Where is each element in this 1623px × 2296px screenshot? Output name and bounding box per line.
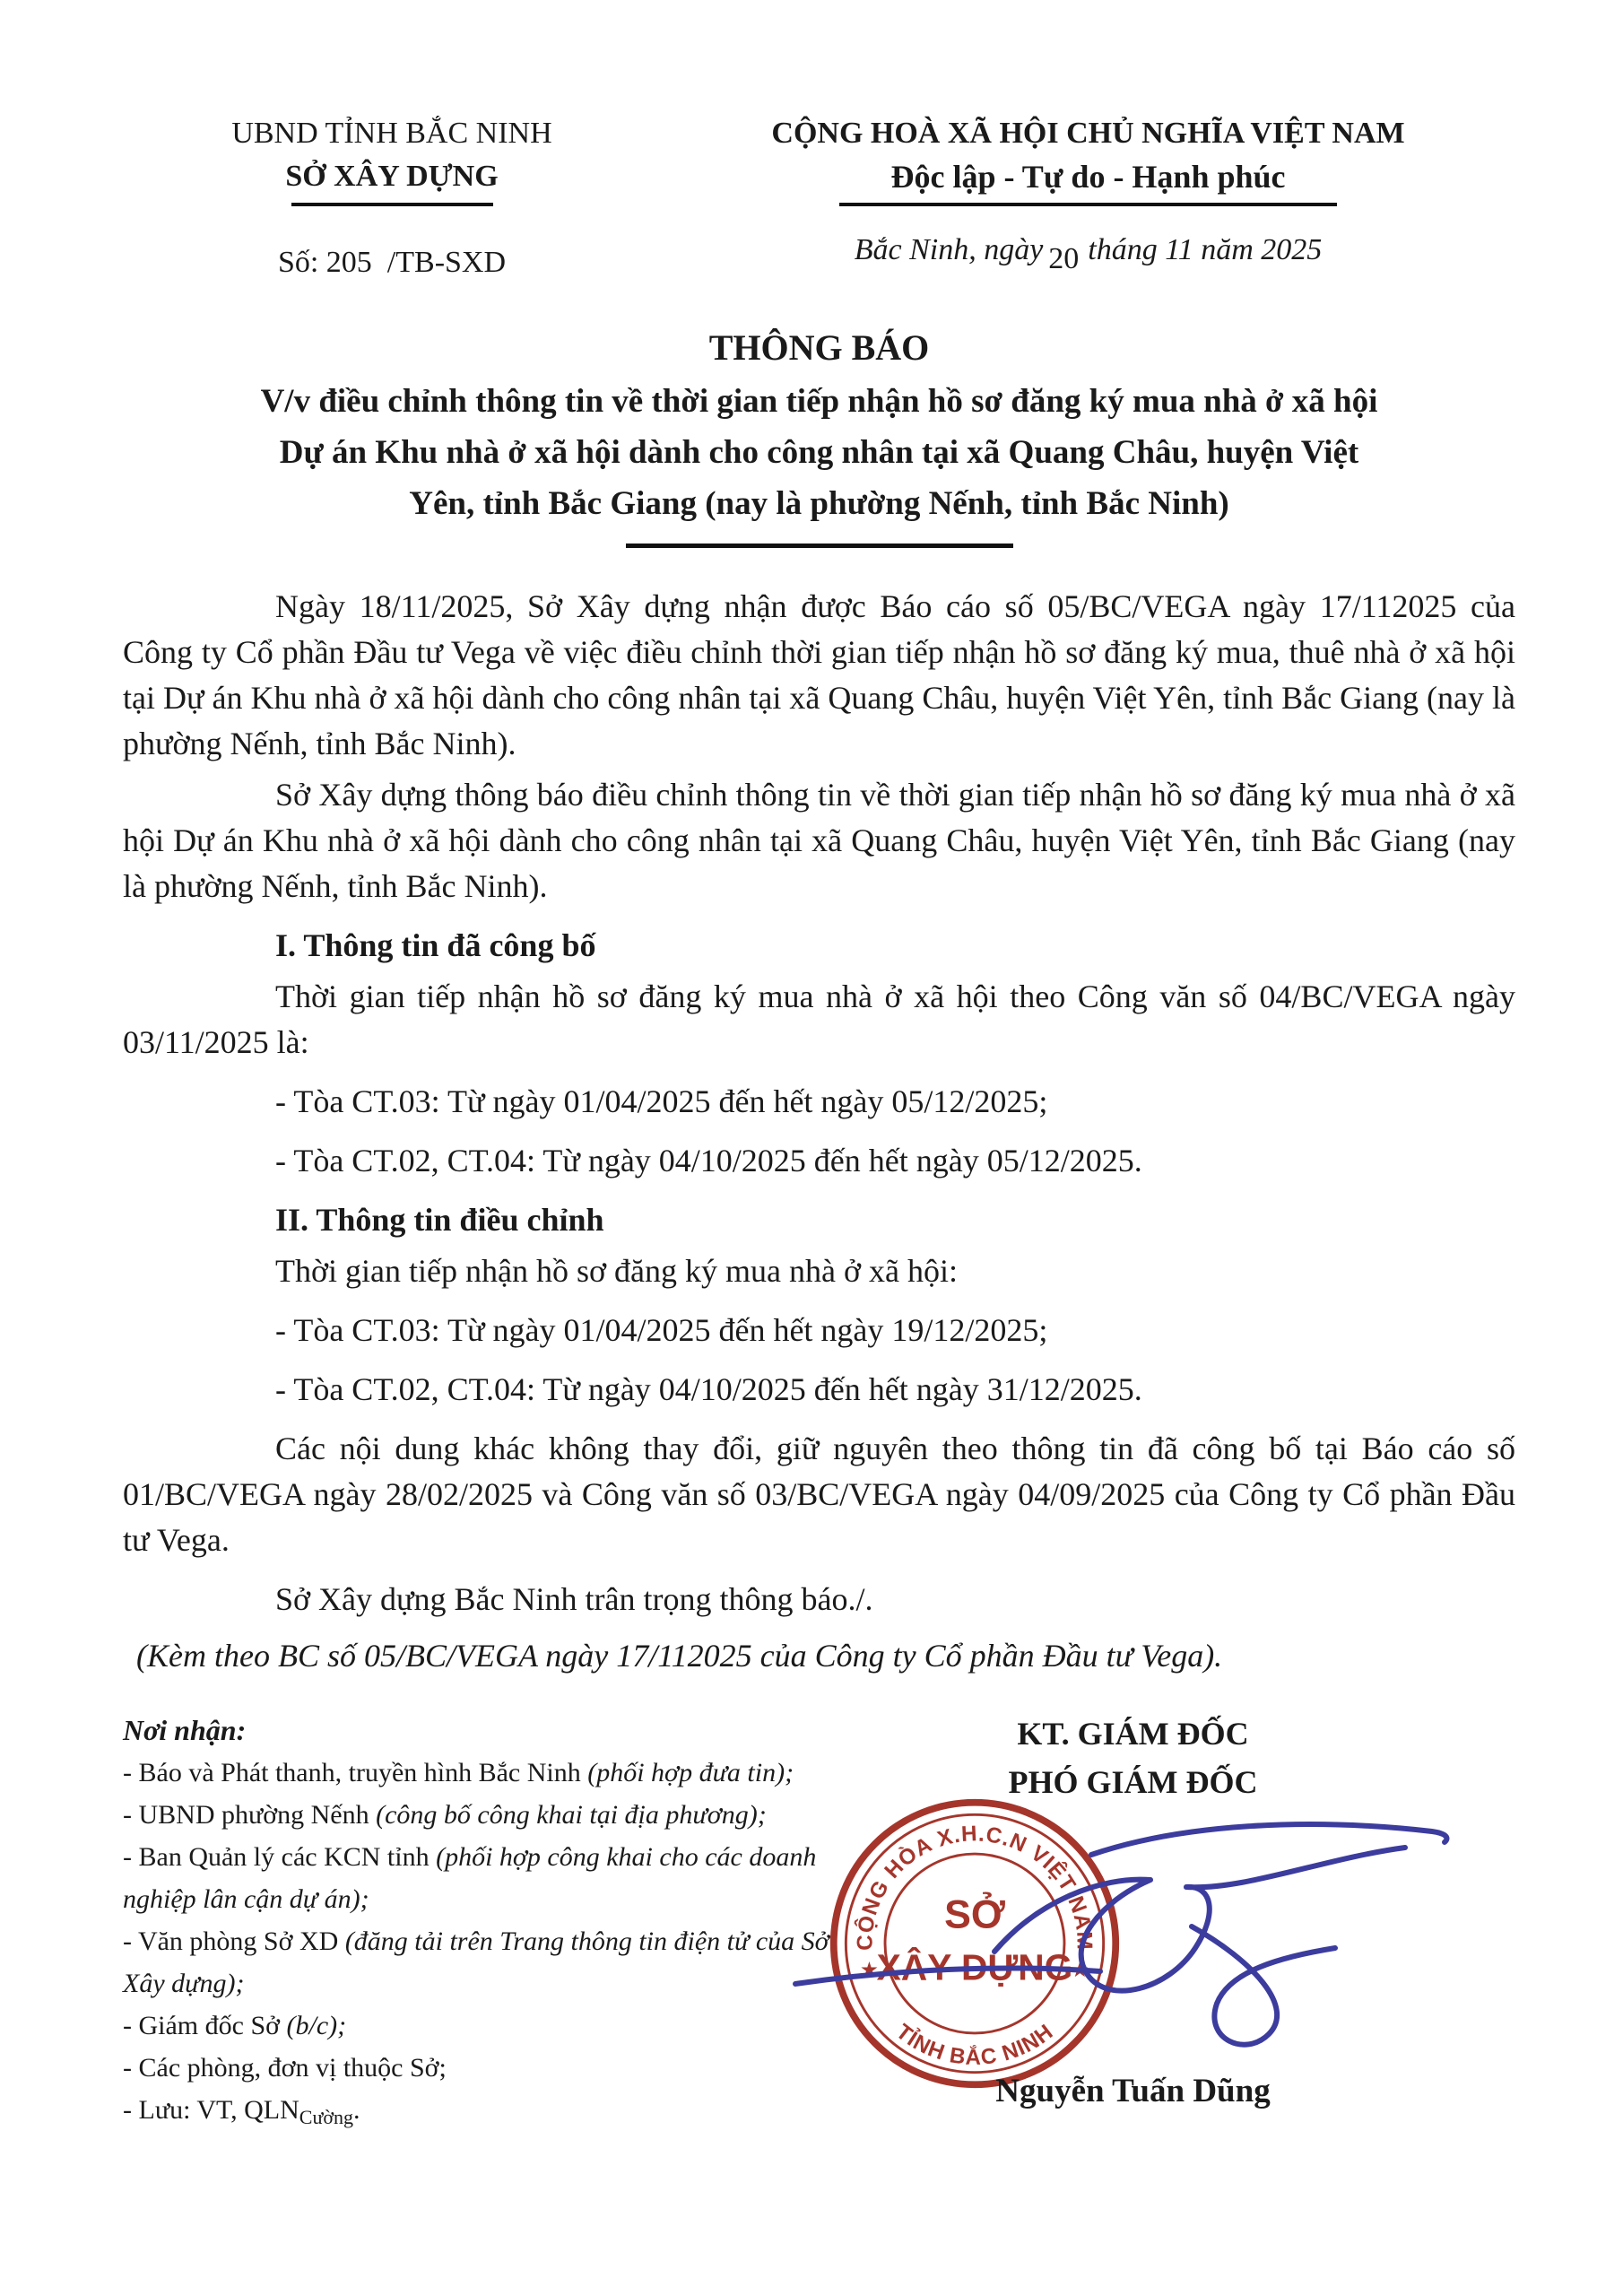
document-number: Số: 205 /TB-SXD bbox=[277, 246, 507, 279]
recipients-label: Nơi nhận: bbox=[123, 1714, 247, 1746]
signature-block bbox=[849, 1709, 1515, 2212]
recipient-note: (phối hợp công khai cho các doanh nghiệp lân cận dự án); bbox=[123, 1842, 817, 1914]
recipient-text: - Giám đốc Sở bbox=[123, 2011, 287, 2040]
seal-top-text: CỘNG HÒA X.H.C.N VIỆT NAM bbox=[853, 1822, 1097, 1951]
national-title: CỘNG HOÀ XÃ HỘI CHỦ NGHĨA VIỆT NAM bbox=[771, 117, 1405, 150]
subject-line-2: Dự án Khu nhà ở xã hội dành cho công nhân tại xã Quang Châu, huyện Việt bbox=[279, 434, 1359, 471]
national-motto: Độc lập - Tự do - Hạnh phúc bbox=[890, 159, 1286, 195]
recipient-note: (công bố công khai tại địa phương); bbox=[376, 1800, 767, 1830]
section-1-item-1: - Tòa CT.03: Từ ngày 01/04/2025 đến hết ngày 05/12/2025; bbox=[275, 1083, 1048, 1119]
date-suffix: tháng 11 năm 2025 bbox=[1088, 233, 1323, 266]
paragraph-3: Các nội dung khác không thay đổi, giữ nguyên theo thông tin đã công bố tại Báo cáo số 01/BC/VEGA ngày 28/02/2025 và Công văn số 03/BC/VEGA ngày 04/09/2025 của Công ty Cổ phần Đầu tư Vega. bbox=[123, 1431, 1515, 1558]
national-motto-block bbox=[661, 117, 1515, 280]
seal-star-right: ★ bbox=[1070, 1958, 1089, 1982]
recipient-item bbox=[123, 2005, 849, 2047]
recipient-note: (b/c); bbox=[286, 2011, 347, 2040]
seal-center-line-1: SỞ bbox=[944, 1892, 1005, 1937]
signer-titles bbox=[849, 1709, 1515, 1806]
title-section bbox=[123, 326, 1515, 548]
recipient-text: - Lưu: VT, QLN bbox=[123, 2095, 299, 2125]
seal-bottom-text: TỈNH BẮC NINH bbox=[891, 2019, 1058, 2070]
title-underline bbox=[626, 544, 1013, 548]
document-type-title: THÔNG BÁO bbox=[708, 327, 930, 368]
document-footer bbox=[123, 1709, 1515, 2212]
recipient-text: - Ban Quản lý các KCN tỉnh bbox=[123, 1842, 437, 1872]
motto-underline bbox=[839, 203, 1337, 206]
document-subject bbox=[123, 376, 1515, 529]
agency-name: SỞ XÂY DỰNG bbox=[285, 160, 499, 193]
recipient-text: - UBND phường Nếnh bbox=[123, 1800, 377, 1830]
agency-parent: UBND TỈNH BẮC NINH bbox=[231, 117, 552, 150]
section-2-heading: II. Thông tin điều chỉnh bbox=[275, 1202, 604, 1238]
paragraph-2: Sở Xây dựng thông báo điều chỉnh thông tin về thời gian tiếp nhận hồ sơ đăng ký mua nhà ở xã hội Dự án Khu nhà ở xã hội dành cho công nhân tại xã Quang Châu, huyện Việt Yên, tỉnh Bắc Giang (nay là phường Nếnh, tỉnh Bắc Ninh). bbox=[123, 777, 1515, 904]
recipient-text: - Văn phòng Sở XD bbox=[123, 1926, 345, 1956]
signer-title-2: PHÓ GIÁM ĐỐC bbox=[1008, 1764, 1258, 1800]
recipient-text-end: . bbox=[353, 2095, 360, 2125]
section-2-item-2: - Tòa CT.02, CT.04: Từ ngày 04/10/2025 đến hết ngày 31/12/2025. bbox=[275, 1371, 1142, 1407]
recipient-item bbox=[123, 1794, 849, 1836]
section-2-intro: Thời gian tiếp nhận hồ sơ đăng ký mua nhà ở xã hội: bbox=[275, 1253, 958, 1289]
recipient-item bbox=[123, 1752, 849, 1794]
agency-underline bbox=[291, 203, 493, 206]
subject-line-1: V/v điều chỉnh thông tin về thời gian tiếp nhận hồ sơ đăng ký mua nhà ở xã hội bbox=[260, 383, 1378, 420]
recipient-item bbox=[123, 2089, 849, 2133]
seal-center-line-2: XÂY DỰNG bbox=[876, 1946, 1073, 1988]
attachment-note: (Kèm theo BC số 05/BC/VEGA ngày 17/112025 của Công ty Cổ phần Đầu tư Vega). bbox=[136, 1638, 1223, 1674]
paragraph-1: Ngày 18/11/2025, Sở Xây dựng nhận được Báo cáo số 05/BC/VEGA ngày 17/112025 của Công ty Cổ phần Đầu tư Vega về việc điều chỉnh thời gian tiếp nhận hồ sơ đăng ký mua, thuê nhà ở xã hội tại Dự án Khu nhà ở xã hội dành cho công nhân tại xã Quang Châu, huyện Việt Yên, tỉnh Bắc Giang (nay là phường Nếnh, tỉnh Bắc Ninh). bbox=[123, 588, 1515, 761]
recipient-note: (phối hợp đưa tin); bbox=[587, 1758, 794, 1787]
recipient-text: - Các phòng, đơn vị thuộc Sở; bbox=[123, 2053, 447, 2083]
section-1-intro: Thời gian tiếp nhận hồ sơ đăng ký mua nhà ở xã hội theo Công văn số 04/BC/VEGA ngày 03/11/2025 là: bbox=[123, 978, 1515, 1060]
signer-name: Nguyễn Tuấn Dũng bbox=[995, 2073, 1271, 2109]
section-1-heading: I. Thông tin đã công bố bbox=[275, 927, 596, 963]
recipient-item bbox=[123, 1920, 849, 2005]
date-line bbox=[661, 233, 1515, 275]
document-body bbox=[123, 584, 1515, 1679]
date-day-handwritten: 20 bbox=[1048, 242, 1080, 275]
closing-line: Sở Xây dựng Bắc Ninh trân trọng thông báo./. bbox=[275, 1581, 873, 1617]
recipient-item bbox=[123, 2047, 849, 2089]
section-2-item-1: - Tòa CT.03: Từ ngày 01/04/2025 đến hết ngày 19/12/2025; bbox=[275, 1312, 1048, 1348]
seal-star-left: ★ bbox=[859, 1958, 879, 1982]
recipients-block bbox=[123, 1709, 849, 2212]
section-1-item-2: - Tòa CT.02, CT.04: Từ ngày 04/10/2025 đến hết ngày 05/12/2025. bbox=[275, 1143, 1142, 1178]
recipient-item bbox=[123, 1836, 849, 1920]
recipient-note: (đăng tải trên Trang thông tin điện tử của Sở Xây dựng); bbox=[123, 1926, 829, 1998]
date-prefix: Bắc Ninh, ngày bbox=[854, 233, 1044, 266]
document-header bbox=[123, 117, 1515, 280]
recipient-subscript: Cường bbox=[299, 2106, 354, 2128]
issuing-agency-block bbox=[123, 117, 661, 280]
subject-line-3: Yên, tỉnh Bắc Giang (nay là phường Nếnh, tỉnh Bắc Ninh) bbox=[409, 485, 1229, 522]
signer-title-1: KT. GIÁM ĐỐC bbox=[1017, 1716, 1249, 1752]
handwritten-signature bbox=[984, 1808, 1468, 2059]
recipient-text: - Báo và Phát thanh, truyền hình Bắc Ninh bbox=[123, 1758, 588, 1787]
